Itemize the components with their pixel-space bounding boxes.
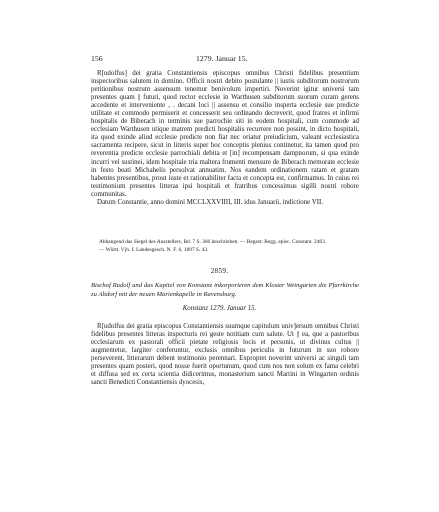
charter-1-notes [91,239,359,254]
running-head: 1279. Januar 15. [196,54,248,63]
note-line-1: Abhangend das Siegel des Ausstellers, Bd. 7 S. 366 beschrieben. — Regest: Regg. episc. Constant. 2463. [99,239,327,245]
document-number: 2859. [210,267,229,275]
note-line-2: — Württ. Vjh. f. Landesgesch. N. F. 6, 1897 S. 43. [99,246,209,253]
charter-2-regest: Bischof Rudolf und das Kapitel von Konstanz inkorporieren dem Kloster Weingarten die Pfarrkirche zu Altdorf mit der neuen Marienkapelle in Ravensburg. [91,282,359,298]
charter-1-dating: Datum Constantie, anno domini MCCLXXVIIII, III. idus Januarii, indictione VII. [97,198,324,206]
charter-text-1 [91,70,359,207]
charter-text-2 [91,323,359,387]
charter-2-body: R[udolfus dei gratia episcopus Constantiensis suumque capitulum univ]ersum omnibus Christi fidelibus presentes litteras inspecturis rei geste notitiam cum salute. Ut || ea, que a pastoribus ecclesiarum ex pastorali officii pietate religiosis locis et personis, ut divinus cultus || augmentetur, largiter conferuntur, exclusis omnibus periculis in futurum in suo robore perseverent, litterarum debent testimonio perennari. Exproptet noverint universi ac singuli tam presentes quam posteri, quod nosse fuerit oportunum, quod cum nos non solum ex fama celebri et diffusa sed ex certa scientia didicerimus, monasterium sancti Martini in Wingarten ordinis sancti Benedicti Constantiensis dyocesis, [91,323,359,387]
charter-1-body: R[udolfus] dei gratia Constantiensis episcopus omnibus Christi fidelibus presentium inspectoribus salutem in domino. Officii nostri debito postulante || iustis subditorum nostrorum petitionibus nostrum assensum tenemur benivolum impertiri. Noverint igitur universi tam presentes quam || futuri, quod rector ecclesie in Warthusen subditorum suorum curam gerens accedente et interveniente , . decani loci || assensu et consilio insperta ecclesie sue predicte utilitate et commodo permiserit et concesserit seu ordinando decreverit, quod fratres et infirmi hospitalis de Biberach in terminis sue parrochie siti in eodem hospitali, cum commode ad ecclesiam Warthusen utique matrem predicti hospitalis recurrere non possint, in dicto hospitali, ita quod exinde aliud ecclesie predicte non fiat nec oriatur preiudicium, valeant ecclesiastica sacramenta recipere, sicut in litteris super hoc conceptis plenius continetur, ita tamen quod pro reverentia predicte ecclesie parrochiali debita et [in] recompensam dampnorum, si qua exinde incurri vel sustinei, idem hospitale tria maltera frumenti mensure de Biberach memorate ecclesie in festo beati Michahelis persolvat annuatim. Nos eandem ordinationem ratam et gratam habentes presentibus, prout iuste et rationabiliter facta et concepta est, confirmamus. In cuius rei testimonium presentes litteras ipsi hospitali et fratribus concessimus sigilli nostri robore communitas. [91,70,359,198]
page-number: 156 [91,54,103,63]
charter-2-place-date: Konstanz 1279. Januar 15. [182,305,257,312]
